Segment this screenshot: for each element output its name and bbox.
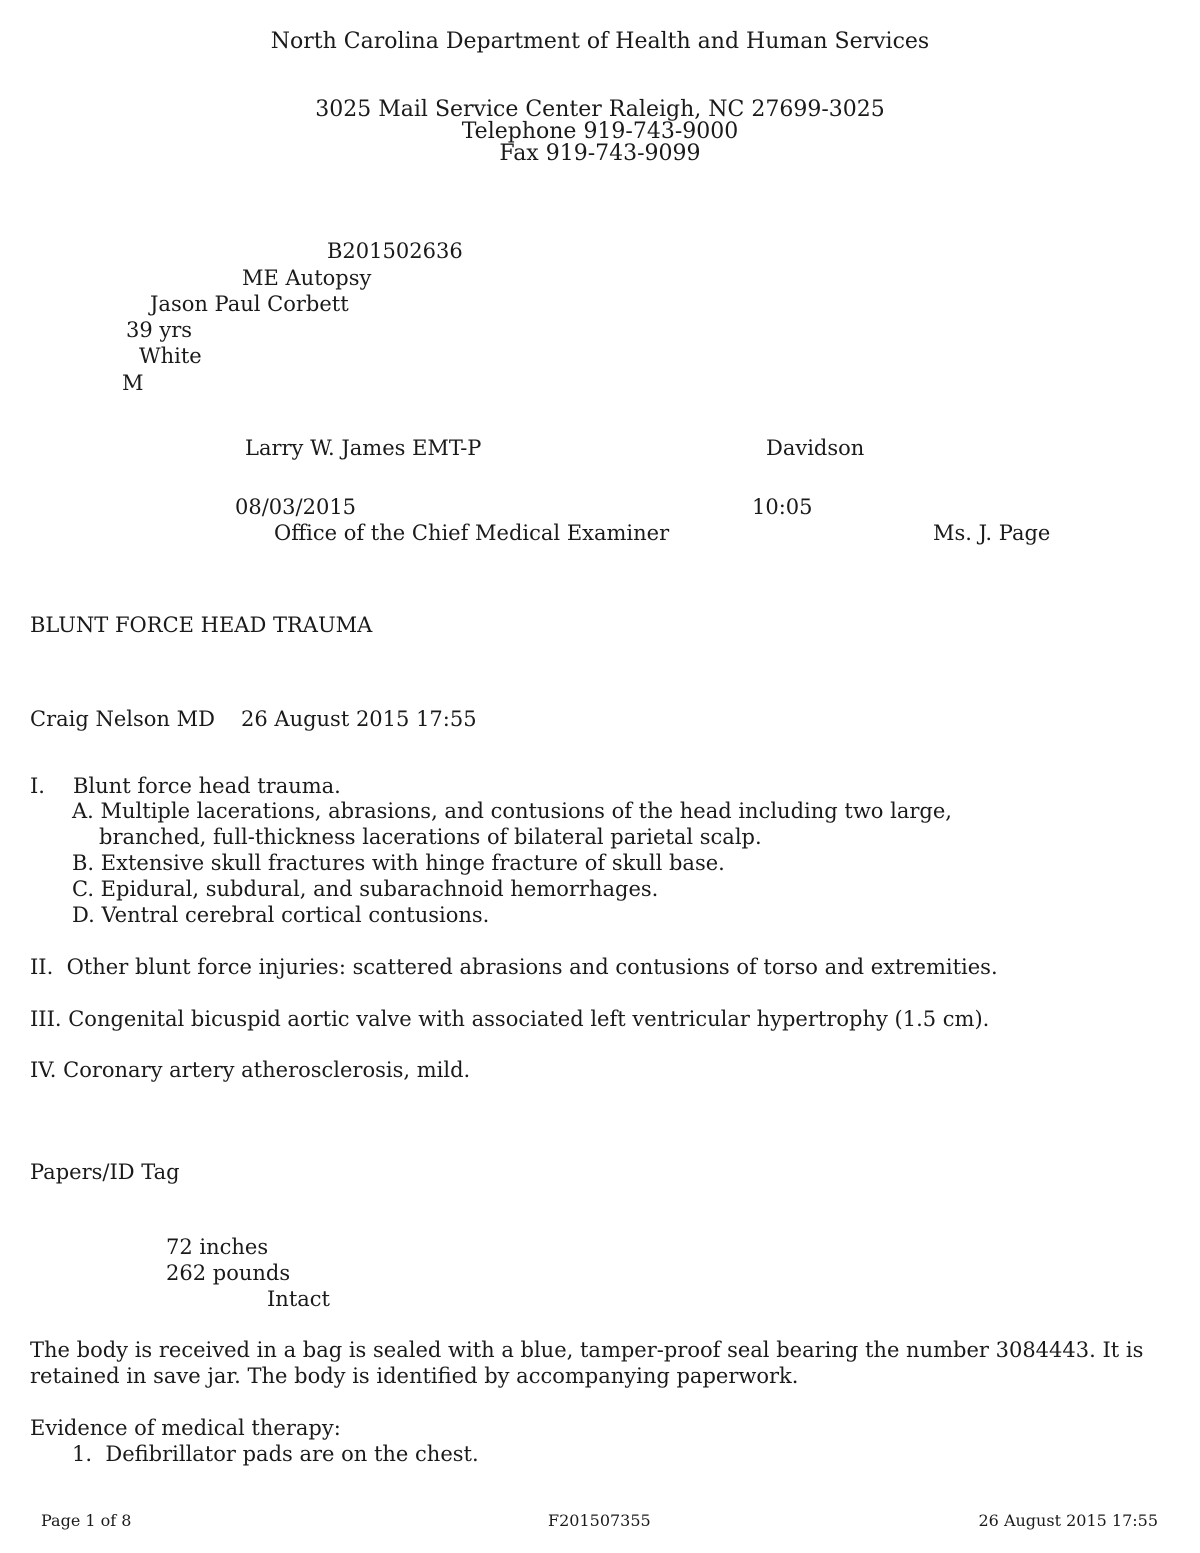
diagnosis-iv: IV. Coronary artery atherosclerosis, mild.	[30, 1058, 471, 1082]
medical-therapy-heading: Evidence of medical therapy:	[30, 1416, 341, 1440]
footer-file-number: F201507355	[548, 1511, 651, 1530]
cause-of-death: BLUNT FORCE HEAD TRAUMA	[30, 613, 373, 637]
identification-method: Papers/ID Tag	[30, 1160, 180, 1184]
diagnosis-i-b: B. Extensive skull fractures with hinge fracture of skull base.	[72, 851, 725, 875]
diagnosis-i-number: I.	[30, 774, 45, 798]
agency-name: North Carolina Department of Health and Human Services	[270, 29, 930, 54]
investigator-name: Larry W. James EMT-P	[245, 436, 482, 460]
diagnosis-i: Blunt force head trauma.	[73, 774, 341, 798]
decedent-age: 39 yrs	[126, 318, 193, 342]
agency-telephone: Telephone 919-743-9000	[461, 119, 739, 144]
diagnosis-i-d: D. Ventral cerebral cortical contusions.	[72, 903, 490, 927]
agency-address: 3025 Mail Service Center Raleigh, NC 27699-3025	[315, 97, 885, 122]
decedent-race: White	[139, 344, 202, 368]
diagnosis-i-a-continued: branched, full-thickness lacerations of bilateral parietal scalp.	[99, 825, 762, 849]
footer-datetime: 26 August 2015 17:55	[978, 1511, 1158, 1530]
body-weight: 262 pounds	[166, 1261, 291, 1285]
diagnosis-iii: III. Congenital bicuspid aortic valve with associated left ventricular hypertrophy (1.5 cm).	[30, 1007, 990, 1031]
footer-page-number: Page 1 of 8	[41, 1511, 132, 1530]
autopsy-date: 08/03/2015	[235, 495, 357, 519]
case-number: B201502636	[327, 239, 463, 263]
witness-name: Ms. J. Page	[933, 521, 1051, 545]
decedent-sex: M	[122, 371, 144, 395]
diagnosis-i-c: C. Epidural, subdural, and subarachnoid hemorrhages.	[72, 877, 659, 901]
body-height: 72 inches	[166, 1235, 269, 1259]
autopsy-facility: Office of the Chief Medical Examiner	[274, 521, 670, 545]
medical-therapy-item: 1. Defibrillator pads are on the chest.	[72, 1442, 479, 1466]
case-type: ME Autopsy	[242, 266, 372, 290]
pathologist-name: Craig Nelson MD	[30, 707, 215, 731]
agency-fax: Fax 919-743-9099	[499, 141, 701, 166]
county: Davidson	[766, 436, 865, 460]
decedent-name: Jason Paul Corbett	[150, 292, 349, 316]
autopsy-time: 10:05	[752, 495, 813, 519]
diagnosis-i-a: A. Multiple lacerations, abrasions, and contusions of the head including two large,	[72, 799, 952, 823]
diagnosis-ii: II. Other blunt force injuries: scattered abrasions and contusions of torso and extremities.	[30, 955, 998, 979]
narrative-paragraph: The body is received in a bag is sealed with a blue, tamper-proof seal bearing the number 3084443. It is retained in save jar. The body is identified by accompanying paperwork.	[30, 1338, 1144, 1388]
signature-datetime: 26 August 2015 17:55	[241, 707, 477, 731]
body-condition: Intact	[267, 1287, 330, 1311]
